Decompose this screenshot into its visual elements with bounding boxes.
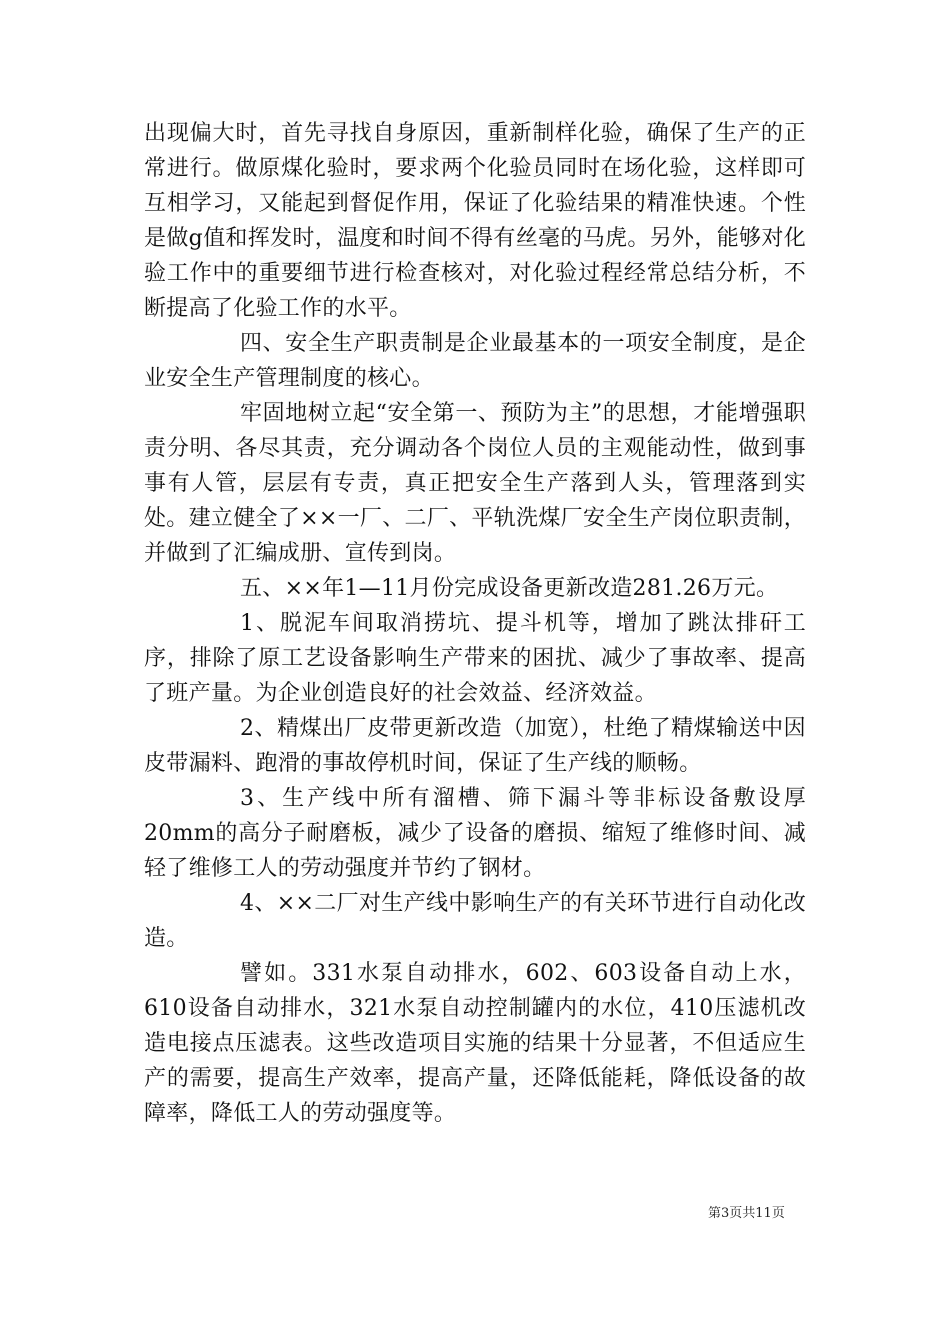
paragraph-examples: 譬如。331水泵自动排水，602、603设备自动上水，610设备自动排水，321水泵自动控制罐内的水位，410压滤机改造电接点压滤表。这些改造项目实施的结果十分显著，不但适应生产的需要，提高生产效率，提高产量，还降低能耗，降低设备的故障率，降低工人的劳动强度等。 — [144, 961, 806, 1126]
paragraph-section-4: 四、安全生产职责制是企业最基本的一项安全制度，是企业安全生产管理制度的核心。 — [144, 331, 806, 391]
page-number-footer: 第3页共11页 — [708, 1206, 785, 1221]
paragraph-item-3: 3、生产线中所有溜槽、筛下漏斗等非标设备敷设厚20mm的高分子耐磨板，减少了设备的磨损、缩短了维修时间、减轻了维修工人的劳动强度并节约了钢材。 — [144, 786, 806, 881]
paragraph-safety-policy: 牢固地树立起“安全第一、预防为主”的思想，才能增强职责分明、各尽其责，充分调动各个岗位人员的主观能动性，做到事事有人管，层层有专责，真正把安全生产落到人头，管理落到实处。建立健全了××一厂、二厂、平轨洗煤厂安全生产岗位职责制，并做到了汇编成册、宣传到岗。 — [144, 401, 806, 566]
paragraph-continuation: 出现偏大时，首先寻找自身原因，重新制样化验，确保了生产的正常进行。做原煤化验时，要求两个化验员同时在场化验，这样即可互相学习，又能起到督促作用，保证了化验结果的精准快速。个性是做g值和挥发时，温度和时间不得有丝毫的马虎。另外，能够对化验工作中的重要细节进行检查核对，对化验过程经常总结分析，不断提高了化验工作的水平。 — [144, 121, 806, 321]
paragraph-item-2: 2、精煤出厂皮带更新改造（加宽），杜绝了精煤输送中因皮带漏料、跑滑的事故停机时间，保证了生产线的顺畅。 — [144, 716, 806, 776]
paragraph-item-1: 1、脱泥车间取消捞坑、提斗机等，增加了跳汰排矸工序，排除了原工艺设备影响生产带来的困扰、减少了事故率、提高了班产量。为企业创造良好的社会效益、经济效益。 — [144, 611, 806, 706]
paragraph-item-4: 4、××二厂对生产线中影响生产的有关环节进行自动化改造。 — [144, 891, 806, 951]
document-body — [144, 116, 806, 1131]
paragraph-section-5: 五、××年1—11月份完成设备更新改造281.26万元。 — [240, 576, 779, 601]
